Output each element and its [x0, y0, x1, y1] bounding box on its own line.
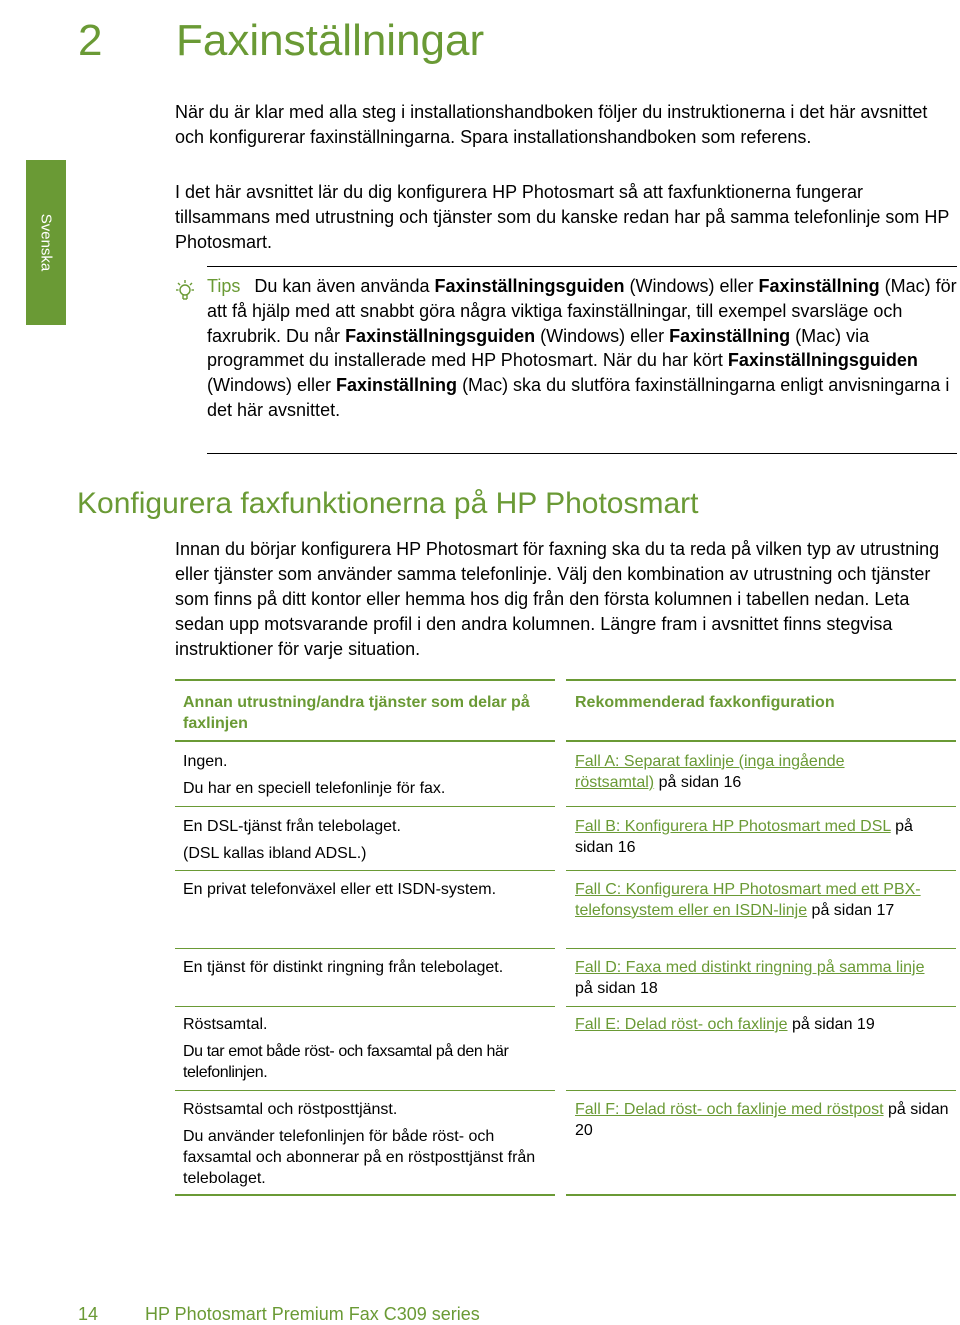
link-fall-b[interactable] — [575, 818, 891, 835]
tip-term: Faxinställningsguiden — [727, 350, 918, 371]
tip-term: Faxinställningsguiden — [434, 276, 625, 296]
link-fall-e[interactable] — [575, 1016, 788, 1033]
language-tab — [26, 160, 66, 325]
table-cell-line: Du använder telefonlinjen för både röst- och faxsamtal och abonnerar på en röstposttjänst från telebolaget. — [183, 1128, 536, 1187]
tip-rule-bottom — [207, 453, 957, 454]
table-cell-line: En DSL-tjänst från telebolaget. — [183, 818, 401, 835]
section-paragraph: Innan du börjar konfigurera HP Photosmart för faxning ska du ta reda på vilken typ av utrustning eller tjänster som använder samma telefonlinje. Välj den kombination av utrustning och tjänster som finns på ditt kontor eller hemma hos dig från den första kolumnen i tabellen nedan. Leta sedan upp motsvarande profil i den andra kolumnen. Längre fram i avsnittet finns stegvisa instruktioner för varje situation. — [175, 539, 940, 659]
tip-text-part: (Mac) via programmet du installerade med HP Photosmart. När du har kört — [207, 325, 870, 371]
table-rule — [175, 1006, 555, 1007]
table-rule — [175, 1090, 555, 1091]
table-cell-line: Ingen. — [183, 753, 228, 770]
page-ref: på sidan 18 — [575, 980, 658, 997]
page-ref: på sidan 19 — [787, 1016, 875, 1033]
table-rule-bottom — [566, 1194, 956, 1196]
table-row-3-left — [183, 879, 555, 900]
link-fall-f[interactable] — [575, 1101, 884, 1118]
chapter-title: Faxinställningar — [176, 16, 485, 65]
tip-text-part: (Mac) för att få hjälp med att snabbt göra några viktiga faxinställningar, till exempel svarsläge och faxrubrik. Du når — [207, 276, 957, 346]
tip-text — [207, 274, 957, 423]
table-rule — [175, 948, 555, 949]
table-header-left: Annan utrustning/andra tjänster som delar på faxlinjen — [183, 694, 530, 732]
link-text[interactable]: Fall A: Separat faxlinje (inga ingående röstsamtal) — [575, 753, 845, 791]
table-cell-line: En tjänst för distinkt ringning från telebolaget. — [183, 959, 504, 976]
link-text[interactable]: Fall B: Konfigurera HP Photosmart med DSL — [575, 818, 891, 835]
footer-title: HP Photosmart Premium Fax C309 series — [145, 1304, 480, 1324]
page-ref: på sidan 17 — [807, 902, 895, 919]
table-header-right: Rekommenderad faxkonfiguration — [575, 694, 835, 711]
section-heading: Konfigurera faxfunktionerna på HP Photosmart — [77, 487, 699, 520]
lightbulb-icon — [173, 279, 197, 303]
tip-term: Faxinställning — [758, 276, 880, 296]
link-text[interactable]: Fall F: Delad röst- och faxlinje med röstpost — [575, 1101, 884, 1118]
table-rule — [566, 948, 956, 949]
intro-paragraph-1: När du är klar med alla steg i installationshandboken följer du instruktionerna i det här avsnittet och konfigurerar faxinställningarna. Spara installationshandboken som referens. — [175, 102, 928, 147]
tip-text-part: (Mac) ska du slutföra faxinställningarna enligt anvisningarna i det här avsnittet. — [207, 375, 950, 420]
tip-text-part: (Windows) eller — [624, 276, 759, 296]
page-ref: på sidan 20 — [575, 1101, 949, 1139]
link-fall-d[interactable] — [575, 959, 924, 976]
language-tab-label: Svenska — [37, 213, 55, 272]
table-rule — [175, 870, 555, 871]
link-text[interactable]: Fall C: Konfigurera HP Photosmart med ett PBX-telefonsystem eller en ISDN-linje — [575, 881, 921, 919]
table-rule-top-left — [175, 679, 555, 681]
tip-text-part: (Windows) eller — [207, 375, 337, 396]
table-cell-line: Du tar emot både röst- och faxsamtal på den här telefonlinjen. — [183, 1043, 509, 1081]
table-row-3-right — [575, 879, 925, 921]
chapter-number: 2 — [78, 16, 103, 65]
tip-term: Faxinställning — [336, 375, 458, 396]
table-cell-line: Du har en speciell telefonlinje för fax. — [183, 780, 446, 797]
tip-term: Faxinställningsguiden — [345, 325, 536, 346]
tip-text-part: (Windows) eller — [535, 325, 670, 346]
table-row-6-left — [183, 1099, 548, 1189]
table-row-2-right — [575, 816, 950, 858]
table-row-2-left — [183, 816, 555, 864]
table-rule — [566, 806, 956, 807]
table-rule — [175, 806, 555, 807]
table-rule-bottom — [175, 1194, 555, 1196]
table-row-1-left — [183, 751, 555, 799]
table-rule-header-left — [175, 740, 555, 742]
table-row-6-right — [575, 1099, 950, 1141]
tip-text-part: Du kan även använda — [254, 276, 435, 296]
table-rule-header-right — [566, 740, 956, 742]
table-row-1-right — [575, 751, 925, 793]
table-cell-line: En privat telefonväxel eller ett ISDN-system. — [183, 881, 497, 898]
table-cell-line: Röstsamtal och röstposttjänst. — [183, 1101, 398, 1118]
table-row-5-left — [183, 1014, 563, 1083]
table-cell-line: (DSL kallas ibland ADSL.) — [183, 845, 367, 862]
page-ref: på sidan 16 — [575, 818, 913, 856]
table-rule-top-right — [566, 679, 956, 681]
tip-rule-top — [207, 266, 957, 267]
table-rule — [566, 1090, 956, 1091]
page-ref: på sidan 16 — [654, 774, 742, 791]
table-rule — [566, 870, 956, 871]
table-row-4-right — [575, 957, 945, 999]
table-row-5-right — [575, 1014, 955, 1035]
link-text[interactable]: Fall D: Faxa med distinkt ringning på samma linje — [575, 959, 925, 976]
table-cell-line: Röstsamtal. — [183, 1016, 268, 1033]
table-rule — [566, 1006, 956, 1007]
tip-term: Faxinställning — [669, 325, 791, 346]
link-text[interactable]: Fall E: Delad röst- och faxlinje — [575, 1016, 788, 1033]
table-row-4-left — [183, 957, 555, 978]
footer-page-number: 14 — [78, 1304, 99, 1324]
tip-label: Tips — [207, 276, 241, 296]
intro-paragraph-2: I det här avsnittet lär du dig konfigurera HP Photosmart så att faxfunktionerna fungerar tillsammans med utrustning och tjänster som du kanske redan har på samma telefonlinje som HP Photosmart. — [175, 182, 950, 252]
